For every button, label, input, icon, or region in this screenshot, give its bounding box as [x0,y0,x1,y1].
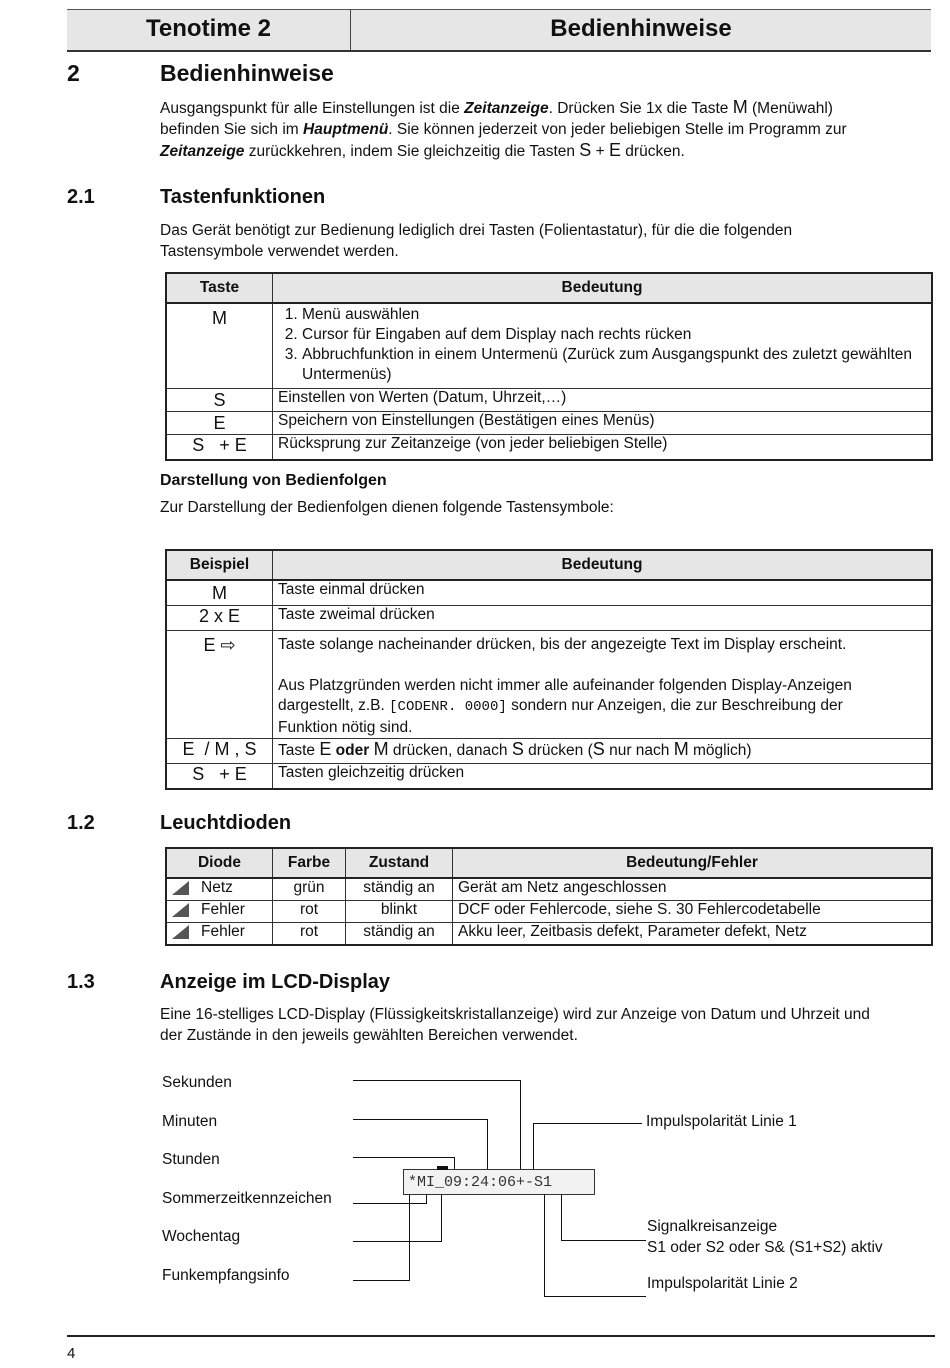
section-2-paragraph: Ausgangspunkt für alle Einstellungen ist die Zeitanzeige. Drücken Sie 1x die Taste M (Menüwahl) befinden Sie sich im Hauptmenü. Sie können jederzeit von jeder beliebigen Stelle im Programm zur Zeitanzeige zurückkehren, indem Sie gleichzeitig die Tasten S + E drücken. [160,97,847,160]
table-row: Netz grün ständig an Gerät am Netz angeschlossen [166,878,932,901]
darstellung-title: Darstellung von Bedienfolgen [160,472,387,489]
key-function-table [165,272,933,461]
sequence-table: Beispiel Bedeutung M Taste einmal drücken 2 x E Taste zweimal drücken E ⇨ Taste solange nacheinander drücken, bis der angezeigte Text im Display erscheint. Aus Platzgründen werden nicht immer alle aufeinander folgenden Display-Anzeigen dargestellt, z.B. [CODENR. 0000] sondern nur Anzeigen, die zur Beschreibung der Funktion nötig sind. E / M , S Taste E oder M drücken, danach S drücken (S nur nach M möglich) S + E Tasten gleichzeitig drücken [165,549,933,790]
page-number: 4 [67,1345,76,1362]
label-signalkreis: Signalkreisanzeige [647,1218,778,1235]
table-row: M Taste einmal drücken [166,580,932,606]
col-header-taste: Taste [166,273,273,303]
section-1-3-paragraph: Eine 16-stelliges LCD-Display (Flüssigkeitskristallanzeige) wird zur Anzeige von Datum und Uhrzeit und der Zustände in den jeweils gewählten Bereichen verwendet. [160,1006,870,1044]
header-chapter: Bedienhinweise [550,15,732,42]
table-row: S Einstellen von Werten (Datum, Uhrzeit,…) [166,389,932,412]
section-2-title: Bedienhinweise [160,60,334,86]
table-row: S + E Tasten gleichzeitig drücken [166,764,932,790]
label-impuls-linie-1: Impulspolarität Linie 1 [646,1113,797,1130]
col-header-bedeutung: Bedeutung [273,273,933,303]
section-2-1-number: 2.1 [67,186,95,208]
label-funkempfang: Funkempfangsinfo [162,1267,290,1284]
section-2-number: 2 [67,60,80,86]
label-signalkreis-detail: S1 oder S2 oder S& (S1+S2) aktiv [647,1239,883,1256]
label-wochentag: Wochentag [162,1228,241,1245]
table-row [166,303,932,389]
lcd-display-text: *MI_09:24:06+-S1 [408,1174,553,1191]
led-triangle-icon [172,925,189,939]
lcd-display [403,1169,595,1195]
section-1-2-number: 1.2 [67,812,95,834]
section-2-1-title: Tastenfunktionen [160,186,326,208]
section-2-1-paragraph: Das Gerät benötigt zur Bedienung lediglich drei Tasten (Folientastatur), für die die folgenden Tastensymbole verwendet werden. [160,222,793,260]
header-product: Tenotime 2 [67,10,351,50]
label-sommerzeit: Sommerzeitkennzeichen [162,1190,332,1207]
section-1-2-title: Leuchtdioden [160,812,292,834]
table-row: Fehler rot ständig an Akku leer, Zeitbasis defekt, Parameter defekt, Netz [166,923,932,946]
m-function-list: 1. Menü auswählen 2. Cursor für Eingaben auf dem Display nach rechts rücken 3. Abbruchfunktion in einem Untermenü (Zurück zum Ausgangspunkt des zuletzt gewählten Untermenüs) [278,305,926,385]
table-row: 2 x E Taste zweimal drücken [166,606,932,631]
label-impuls-linie-2: Impulspolarität Linie 2 [647,1275,798,1292]
label-stunden: Stunden [162,1151,220,1168]
key-m: M [166,303,273,389]
led-table: Diode Farbe Zustand Bedeutung/Fehler Netz grün ständig an Gerät am Netz angeschlossen Fehler rot blinkt DCF oder Fehlercode, siehe S. 30 Fehlercodetabelle Fehler rot ständig an Akku leer, Zeitbasis defekt, Parameter defekt, Netz [165,847,933,946]
table-row: E Speichern von Einstellungen (Bestätigen eines Menüs) [166,412,932,435]
section-1-3-number: 1.3 [67,971,95,993]
led-triangle-icon [172,903,189,917]
footer-rule [67,1335,935,1337]
label-sekunden: Sekunden [162,1074,232,1091]
table-row: S + E Rücksprung zur Zeitanzeige (von jeder beliebigen Stelle) [166,435,932,461]
code-example: [CODENR. 0000] [389,699,507,715]
led-triangle-icon [172,881,189,895]
page-header [67,9,931,52]
cursor-marker [437,1166,448,1170]
section-1-3-title: Anzeige im LCD-Display [160,971,391,993]
table-row: E / M , S Taste E oder M drücken, danach S drücken (S nur nach M möglich) [166,739,932,764]
table-row: E ⇨ Taste solange nacheinander drücken, bis der angezeigte Text im Display erscheint. Aus Platzgründen werden nicht immer alle aufeinander folgenden Display-Anzeigen dargestellt, z.B. [CODENR. 0000] sondern nur Anzeigen, die zur Beschreibung der Funktion nötig sind. [166,631,932,739]
label-minuten: Minuten [162,1113,218,1130]
table-row: Fehler rot blinkt DCF oder Fehlercode, siehe S. 30 Fehlercodetabelle [166,901,932,923]
darstellung-text: Zur Darstellung der Bedienfolgen dienen folgende Tastensymbole: [160,499,614,516]
